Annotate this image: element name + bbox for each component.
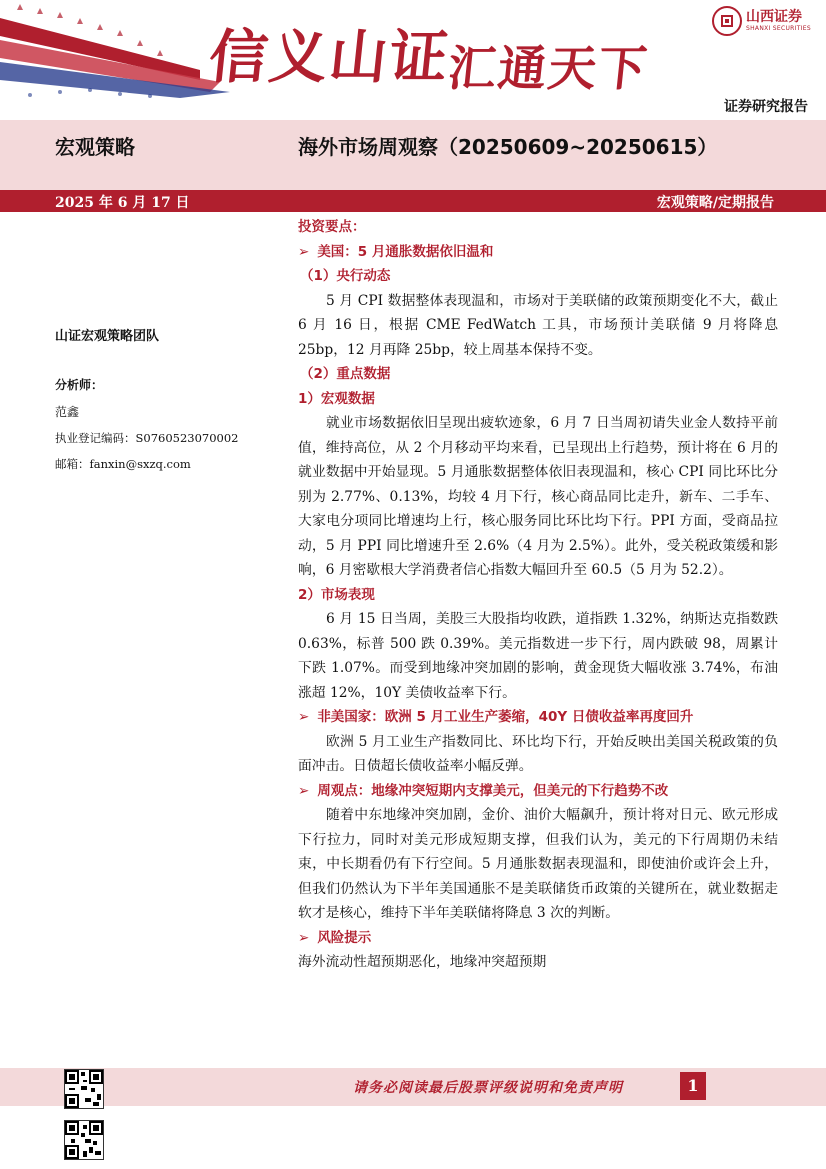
subsection-central-bank: （1）央行动态 (300, 268, 391, 284)
slogan (205, 10, 655, 97)
company-logo (712, 6, 811, 36)
section-label: 宏观策略 (55, 135, 135, 159)
header (0, 0, 826, 120)
bullet-arrow-icon: ➢ (298, 782, 310, 799)
logo-name-cn: 山西证券 (746, 9, 802, 25)
report-category: 宏观策略/定期报告 (656, 195, 774, 211)
section-us-title: ➢ 美国：5 月通胀数据依旧温和 (298, 243, 494, 260)
subsection-macro-data: 1）宏观数据 (298, 390, 375, 407)
bullet-arrow-icon: ➢ (298, 709, 310, 725)
slogan-part1: 信义山证 (205, 23, 454, 91)
paragraph-risk: 海外流动性超预期恶化，地缘冲突超预期 (298, 954, 547, 970)
paragraph-macro-data: 就业市场数据依旧呈现出疲软迹象，6 月 7 日当周初请失业金人数持平前值，维持高位，从 2 个月移动平均来看，已呈现出上行趋势，预计将在 6 月的就业数据中开始显现。5 月通胀数据整体依旧表现温和，核心 CPI 同比环比分别为 2.77%、0.13%，均较 4 月下行，核心商品同比走升，新车、二手车、大家电分项同比增速均上行，核心服务同比环比均下行。PPI 方面，受商品拉动，5 月 PPI 同比增速升至 2.6%（4 月为 2.5%）。此外，受关税政策缓和影响，6 月密歇根大学消费者信心指数大幅回升至 60.5（5 月为 52.2）。 (298, 415, 778, 578)
logo-seal-icon (712, 6, 742, 36)
main-content (298, 215, 778, 975)
license-number: 执业登记编码：S0760523070002 (55, 431, 239, 445)
analyst-email: 邮箱：fanxin@sxzq.com (55, 457, 191, 471)
disclaimer-notice: 请务必阅读最后股票评级说明和免责声明 (353, 1080, 623, 1096)
bullet-arrow-icon: ➢ (298, 929, 310, 946)
report-title: 海外市场周观察（20250609~20250615） (298, 135, 718, 159)
qr-code-icon (64, 1120, 104, 1160)
paragraph-market-performance: 6 月 15 日当周，美股三大股指均收跌，道指跌 1.32%，纳斯达克指数跌 0.63%，标普 500 跌 0.39%。美元指数进一步下行，周内跌破 98，周累计下跌 1.07%。而受到地缘冲突加剧的影响，黄金现货大幅收涨 3.74%，布油涨超 12%，10Y 美债收益率下行。 (298, 611, 778, 701)
paragraph-weekly-view: 随着中东地缘冲突加剧，金价、油价大幅飙升，预计将对日元、欧元形成下行拉力，同时对美元形成短期支撑，但我们认为，美元的下行周期仍未结束，中长期看仍有下行空间。5 月通胀数据表现温和，即使油价或许会上升，但我们仍然认为下半年美国通胀不是美联储货币政策的关键所在，就业数据走软才是核心，维持下半年美联储将降息 3 次的判断。 (298, 807, 778, 921)
report-date: 2025 年 6 月 17 日 (55, 195, 190, 211)
analyst-label: 分析师： (55, 378, 104, 392)
analyst-name: 范鑫 (55, 405, 80, 419)
logo-name-en: SHANXI SECURITIES (746, 25, 811, 32)
paragraph-non-us: 欧洲 5 月工业生产指数同比、环比均下行，开始反映出美国关税政策的负面冲击。日债超长债收益率小幅反弹。 (298, 733, 778, 774)
qr-code-icon (64, 1069, 104, 1109)
slogan-part2: 汇通天下 (445, 41, 652, 97)
subsection-key-data: （2）重点数据 (300, 366, 391, 382)
bullet-arrow-icon: ➢ (298, 243, 310, 260)
report-type-label: 证券研究报告 (724, 99, 808, 115)
page-number: 1 (680, 1072, 706, 1100)
section-risk-title: ➢ 风险提示 (298, 929, 372, 946)
section-weekly-view-title: ➢ 周观点：地缘冲突短期内支撑美元，但美元的下行趋势不改 (298, 782, 669, 799)
subsection-market-performance: 2）市场表现 (298, 586, 375, 603)
investment-highlights-heading: 投资要点： (298, 219, 366, 235)
paragraph-central-bank: 5 月 CPI 数据整体表现温和，市场对于美联储的政策预期变化不大，截止 6 月 16 日，根据 CME FedWatch 工具，市场预计美联储 9 月将降息 25bp，12 月再降 25bp，较上周基本保持不变。 (298, 292, 778, 358)
team-name: 山证宏观策略团队 (55, 329, 160, 344)
section-non-us-title: ➢ 非美国家：欧洲 5 月工业生产萎缩，40Y 日债收益率再度回升 (298, 709, 694, 725)
